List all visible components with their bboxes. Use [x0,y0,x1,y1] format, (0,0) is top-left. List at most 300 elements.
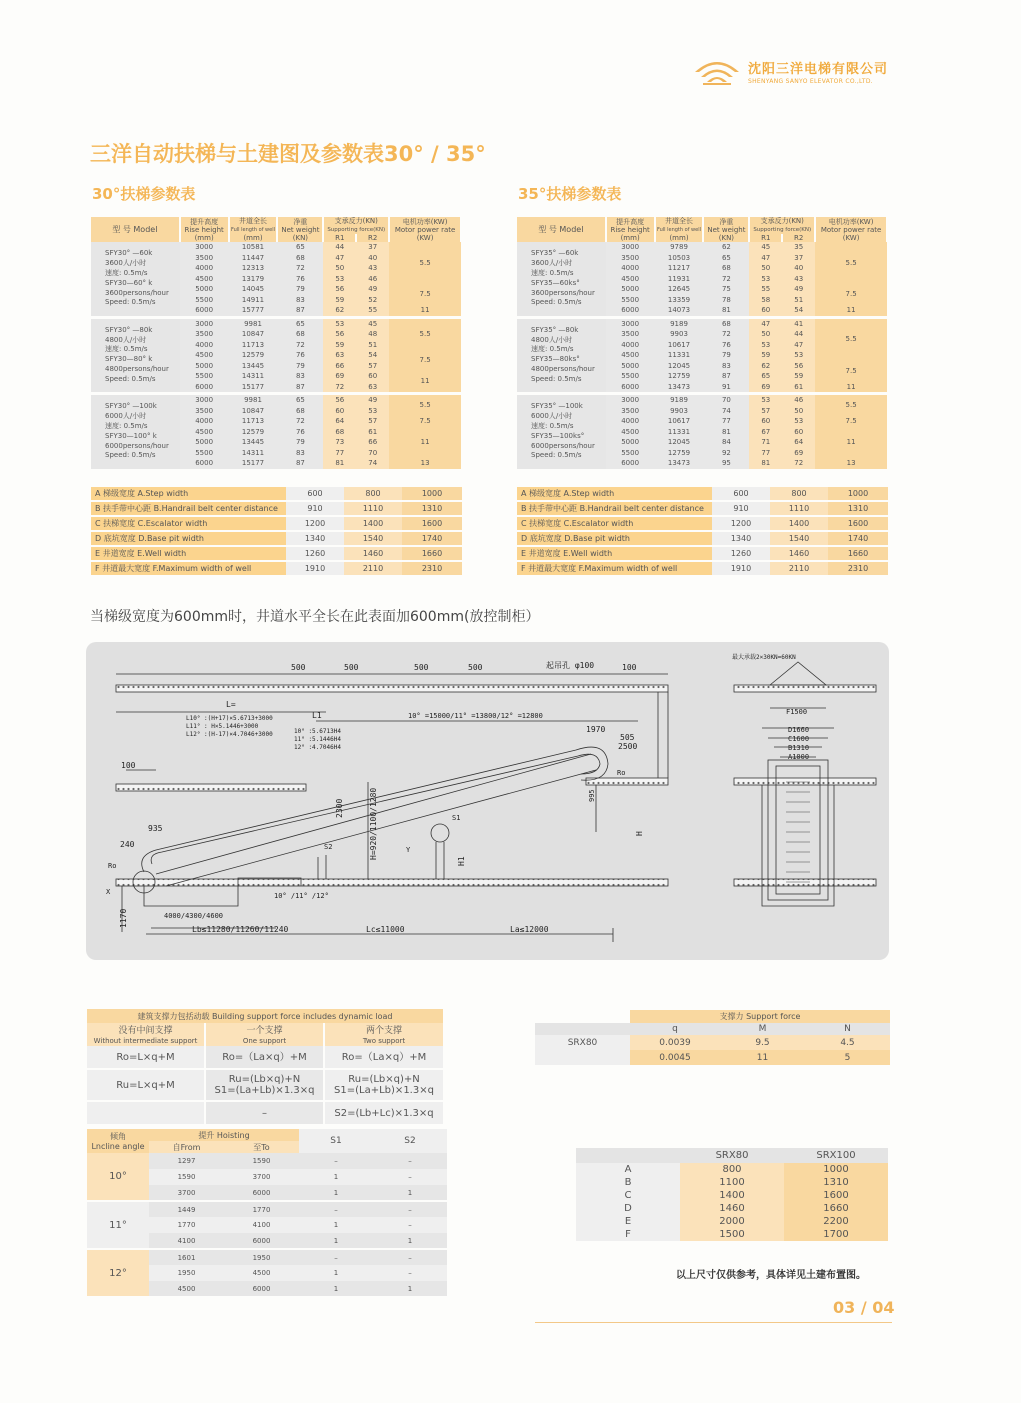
dimension-value: 1110 [770,501,828,516]
table35-cell: 9789 [655,242,704,253]
table35-cell: 50 [749,263,782,274]
hoisting-header: 提升 Hoisting [149,1129,299,1141]
force-cell: 0.0039 [630,1035,720,1050]
incline-header: 倾角 Lncline angle [87,1129,149,1153]
dimension-value: 1000 [402,487,462,501]
table35-model-line: Speed: 0.5m/s [531,374,582,383]
L-formula-3: L12° :(H-17)×4.7046+3000 [186,731,273,738]
table35-cell: 10617 [655,340,704,351]
table30-motor-cell: 13 [389,458,461,469]
table30-cell: 79 [277,284,323,295]
force-cell: 0.0045 [630,1050,720,1065]
note-600mm: 当梯级宽度为600mm时，井道水平全长在此表面加600mm(放控制柜） [90,609,540,625]
table35-cell: 79 [703,350,749,361]
table30-cell: 45 [356,319,389,330]
table30-cell: 6000 [180,305,229,316]
dimension-value: 1310 [402,501,462,516]
dim-500d: 500 [468,663,483,672]
incline-row [87,1249,447,1265]
table30-motor-cell: 5.5 [389,319,461,351]
table30-cell: 61 [356,427,389,438]
table30-cell: 3500 [180,329,229,340]
col-two-support: 两个支撑 Two support [324,1023,443,1046]
incline-table [87,1129,447,1298]
table35-cell: 45 [749,242,782,253]
srx80-header: SRX80 [680,1148,784,1163]
srx-row [576,1189,888,1202]
table35-cell: 13359 [655,295,704,306]
table35-motor-cell: 11 [815,427,887,459]
L1-formula-3: 12° :4.7046H4 [294,744,341,751]
table35-cell: 62 [703,242,749,253]
dimension-row [91,546,462,561]
dim-100b: 100 [121,761,136,770]
srx-row [576,1215,888,1228]
incline-cell: 1449 [149,1201,224,1217]
table30-cell: 5500 [180,448,229,459]
dimension-value: 1540 [344,531,402,546]
table30-cell: 59 [323,340,356,351]
support-line: – [262,1107,267,1119]
y-label: Y [406,846,411,854]
dimension-row [91,487,462,501]
table30-cell: 5000 [180,437,229,448]
support-cell [324,1046,443,1069]
force-cell: SRX80 [535,1035,630,1050]
dim-F1500: F1500 [786,708,808,716]
dimension-value: 1340 [286,531,344,546]
srx-cell: E [576,1215,680,1228]
table30-model-line: 速度: 0.5m/s [105,345,148,354]
support-row [87,1101,443,1125]
table30-model-line: SFY30—60° k [105,278,153,287]
ro-bottom-label: Ro [108,862,117,870]
table35-cell: 13473 [655,382,704,393]
table35-cell: 3500 [606,329,655,340]
table35-cell: 78 [703,295,749,306]
dim-La: La≤12000 [510,925,549,934]
dimension-value: 1910 [286,561,344,576]
dimension-value: 1460 [770,546,828,561]
table35-model-line: SFY35° —60k [531,249,579,258]
table30-row [91,395,461,406]
table30-motor-cell: 7.5 [389,416,461,427]
incline-cell: 1 [373,1185,447,1201]
table30-cell: 15177 [229,382,278,393]
dimension-row [517,487,888,501]
table35-model-cell [517,242,606,316]
table35-model-line: 6000人/小时 [531,412,573,421]
dimension-row [517,546,888,561]
table30-cell: 3000 [180,242,229,253]
table30-cell: 72 [277,416,323,427]
dim-4000: 4000/4300/4600 [164,912,224,920]
srx-cell: 2000 [680,1215,784,1228]
table30-row [91,242,461,253]
table35-title: 35°扶梯参数表 [518,185,622,203]
table35-cell: 11931 [655,274,704,285]
table30-cell: 13445 [229,361,278,372]
table30-cell: 76 [277,274,323,285]
table35-model-line: SFY35° —80k [531,325,579,334]
table30-cell: 57 [356,416,389,427]
incline-cell: – [299,1153,373,1169]
table35-cell: 14073 [655,305,704,316]
table35-motor-cell: 7.5 [815,361,887,382]
table35-model-line: SFY35° —100k [531,402,583,411]
table35-cell: 11217 [655,263,704,274]
table30-cell: 68 [277,253,323,264]
table30-cell: 68 [277,329,323,340]
table35-cell: 6000 [606,458,655,469]
table35-model-cell [517,319,606,393]
table30-cell: 14311 [229,448,278,459]
table35-cell: 81 [749,458,782,469]
dimension-row [91,516,462,531]
th35-r2: R2 [782,234,815,242]
table35-model-line: Speed: 0.5m/s [531,451,582,460]
dim-505: 505 [620,733,635,742]
dimension-row [517,561,888,576]
table30-cell: 4500 [180,350,229,361]
table30-cell: 10847 [229,329,278,340]
dimension-value: 1260 [712,546,770,561]
table35-cell: 9903 [655,406,704,417]
support-cell [324,1069,443,1101]
dimension-table-30 [91,487,462,577]
dimension-value: 1310 [828,501,888,516]
dimension-label: B 扶手带中心距 B.Handrail belt center distance [91,501,286,516]
ro-top-label: Ro [617,769,626,777]
srx-cell: 1500 [680,1228,784,1241]
table35-cell: 53 [749,340,782,351]
escalator-drawing [86,642,889,960]
dimension-value: 2310 [828,561,888,576]
col-no-support: 没有中间支撑 Without intermediate support [87,1023,205,1046]
table30-cell: 9981 [229,395,278,406]
table35-cell: 12759 [655,448,704,459]
table35-cell: 47 [749,253,782,264]
table35-cell: 35 [782,242,815,253]
table35-motor-cell: 7.5 [815,284,887,305]
L-formula-2: L11° : H×5.1446+3000 [186,723,259,730]
incline-cell: 1950 [149,1265,224,1281]
table30-cell: 70 [356,448,389,459]
table30-model-line: 6000人/小时 [105,412,147,421]
support-cell [205,1046,324,1069]
dimension-value: 1340 [712,531,770,546]
incline-cell: 4500 [224,1265,299,1281]
table35-model-line: 速度: 0.5m/s [531,421,574,430]
dimension-value: 1660 [402,546,462,561]
table30-cell: 52 [356,295,389,306]
table35-row [517,242,887,253]
srx-cell: D [576,1202,680,1215]
support-line: S1=(La+Lb)×1.3×q [214,1085,315,1096]
incline-cell: 1 [299,1233,373,1249]
table30-model-line: 6000persons/hour [105,441,169,450]
table35-model-line: 6000persons/hour [531,441,595,450]
force-header-q: q [630,1023,720,1035]
incline-cell: 3700 [224,1169,299,1185]
table35-motor-cell: 11 [815,305,887,316]
incline-cell: 4100 [224,1217,299,1233]
support-line: S2=(Lb+Lc)×1.3×q [334,1107,434,1119]
table35-cell: 59 [749,350,782,361]
table35-cell: 56 [782,361,815,372]
table35-cell: 13473 [655,458,704,469]
dimension-value: 1200 [286,516,344,531]
table30-cell: 5500 [180,371,229,382]
dimension-label: E 井道宽度 E.Well width [91,546,286,561]
dim-A1000: A1000 [788,753,810,761]
table30-cell: 48 [356,329,389,340]
table35-cell: 44 [782,329,815,340]
force-cell [535,1050,630,1065]
srx-cell: 1460 [680,1202,784,1215]
table30-motor-cell: 5.5 [389,242,461,284]
dim-935: 935 [148,824,163,833]
table30-cell: 53 [356,406,389,417]
table35-model-line: 4800人/小时 [531,335,573,344]
th35-support: 支承反力(KN) Supporting force(KN) [749,217,815,234]
dimension-value: 1740 [402,531,462,546]
force-header-n: N [805,1023,890,1035]
dimension-value: 1600 [828,516,888,531]
support-line: Ru=L×q+M [116,1079,175,1091]
incline-cell: 1 [299,1185,373,1201]
th-r1: R1 [323,234,356,242]
table30-model-cell [91,242,180,316]
table35-cell: 5000 [606,284,655,295]
table30-cell: 9981 [229,319,278,330]
table35-cell: 72 [782,458,815,469]
support-cell [87,1101,205,1125]
company-name-en: SHENYANG SANYO ELEVATOR CO.,LTD. [748,78,873,85]
table35-model-line: SFY35—60ks° [531,278,580,287]
table30-cell: 55 [356,305,389,316]
table30-cell: 15777 [229,305,278,316]
table35-cell: 43 [782,274,815,285]
table30-cell: 59 [323,295,356,306]
table30-model-line: 4800persons/hour [105,365,169,374]
table30-cell: 76 [277,427,323,438]
incline-cell: – [373,1265,447,1281]
table35-model-line: 速度: 0.5m/s [531,268,574,277]
dim-B1310: B1310 [788,744,810,752]
table30-cell: 4000 [180,340,229,351]
s1-header: S1 [299,1129,373,1153]
table35-row [517,319,887,330]
srx-row [576,1163,888,1176]
support-row [87,1069,443,1101]
incline-row [87,1153,447,1169]
incline-cell: 1 [373,1233,447,1249]
dimension-label: F 井道最大宽度 F.Maximum width of well [517,561,712,576]
dimension-row [517,501,888,516]
incline-cell: 1 [299,1217,373,1233]
table30-cell: 72 [277,263,323,274]
dimension-value: 1000 [828,487,888,501]
incline-cell: – [299,1201,373,1217]
table35-cell: 41 [782,319,815,330]
incline-row [87,1201,447,1217]
table35-cell: 4500 [606,427,655,438]
table30-cell: 83 [277,371,323,382]
table35-cell: 6000 [606,305,655,316]
table35-cell: 46 [782,395,815,406]
footnote: 以上尺寸仅供参考，具体详见土建布置图。 [676,1270,866,1281]
table35-cell: 5500 [606,448,655,459]
dimension-label: B 扶手带中心距 B.Handrail belt center distance [517,501,712,516]
dim-2300: 2300 [335,798,344,818]
srx-cell: 800 [680,1163,784,1176]
table30-cell: 60 [356,371,389,382]
srx-cell: C [576,1189,680,1202]
srx-cell: 1700 [784,1228,888,1241]
dimension-value: 1460 [344,546,402,561]
table35-cell: 58 [749,295,782,306]
table35-cell: 72 [703,329,749,340]
dim-500b: 500 [344,663,359,672]
table30-model-line: 3600persons/hour [105,288,169,297]
table30-cell: 57 [356,361,389,372]
table35-motor-cell: 5.5 [815,319,887,361]
table35-cell: 37 [782,253,815,264]
srx-cell: 1000 [784,1163,888,1176]
table35-cell: 3500 [606,253,655,264]
table30-cell: 65 [277,395,323,406]
table35-cell: 68 [703,263,749,274]
table35-cell: 84 [703,437,749,448]
support-force-table [535,1010,890,1065]
dimension-label: A 梯级宽度 A.Step width [91,487,286,501]
th35-length: 井道全长 Full length of well (mm) [655,217,704,242]
table30-cell: 51 [356,340,389,351]
table35-cell: 40 [782,263,815,274]
table30-cell: 72 [323,382,356,393]
support-row [87,1046,443,1069]
table35-cell: 57 [749,406,782,417]
incline-cell: 1590 [224,1153,299,1169]
incline-cell: 1297 [149,1153,224,1169]
table30-cell: 5500 [180,295,229,306]
th35-r1: R1 [749,234,782,242]
table35-cell: 4500 [606,350,655,361]
s1-label: S1 [452,814,461,822]
support-force-title: 支撑力 Support force [630,1010,890,1023]
dim-Lc: Lc≤11000 [366,925,405,934]
table30-cell: 11713 [229,340,278,351]
dim-500c: 500 [414,663,429,672]
dimension-label: A 梯级宽度 A.Step width [517,487,712,501]
table30-cell: 56 [323,395,356,406]
table30-cell: 79 [277,437,323,448]
table35-model-line: Speed: 0.5m/s [531,298,582,307]
table30-cell: 15177 [229,458,278,469]
table30-motor-cell: 7.5 [389,284,461,305]
table30-cell: 13179 [229,274,278,285]
table35-motor-cell: 5.5 [815,395,887,416]
table35-model-line: 速度: 0.5m/s [531,345,574,354]
table30-cell: 40 [356,253,389,264]
table35-cell: 91 [703,382,749,393]
table30-cell: 11713 [229,416,278,427]
table30-cell: 10581 [229,242,278,253]
escalator-drawing-svg [86,642,889,960]
table35-cell: 47 [749,319,782,330]
support-cell [205,1069,324,1101]
th35-motor: 电机功率(KW) Motor power rate (KW) [815,217,887,242]
table35-cell: 69 [782,448,815,459]
table30-model-line: 速度: 0.5m/s [105,421,148,430]
dimension-value: 2110 [770,561,828,576]
table35-cell: 49 [782,284,815,295]
incline-cell: – [373,1153,447,1169]
table30-motor-cell: 11 [389,427,461,459]
table35-cell: 50 [782,406,815,417]
support-cell [87,1069,205,1101]
table30-model-line: Speed: 0.5m/s [105,374,156,383]
table30-cell: 87 [277,305,323,316]
table35-cell: 11331 [655,427,704,438]
support-cell [87,1046,205,1069]
srx-row [576,1176,888,1189]
table30-cell: 54 [356,350,389,361]
table30-cell: 3000 [180,319,229,330]
incline-cell: – [373,1249,447,1265]
table35-cell: 4000 [606,263,655,274]
srx-row [576,1228,888,1241]
table35-cell: 67 [749,427,782,438]
dimension-label: D 底坑宽度 D.Base pit width [91,531,286,546]
srx-cell: 1660 [784,1202,888,1215]
incline-cell: 3700 [149,1185,224,1201]
table30-cell: 83 [277,295,323,306]
table35-cell: 65 [749,371,782,382]
table30-cell: 5000 [180,284,229,295]
dimension-value: 1660 [828,546,888,561]
col-one-support: 一个支撑 One support [205,1023,324,1046]
table35-cell: 6000 [606,382,655,393]
incline-cell: 6000 [224,1185,299,1201]
table30-cell: 87 [277,382,323,393]
th35-rise: 提升高度 Rise height (mm) [606,217,655,242]
L-formula-1: L10° :(H+17)×5.6713+3000 [186,715,273,722]
page-divider [535,1322,892,1323]
table30-cell: 68 [277,406,323,417]
dim-D1660: D1660 [788,726,810,734]
dim-240: 240 [120,840,135,849]
incline-cell: 1 [299,1265,373,1281]
force-cell: 4.5 [805,1035,890,1050]
table35-cell: 77 [703,416,749,427]
srx100-header: SRX100 [784,1148,888,1163]
table30-cell: 50 [323,263,356,274]
table30-params [91,217,462,469]
dimension-value: 1400 [770,516,828,531]
table30-cell: 53 [323,319,356,330]
dimension-value: 910 [286,501,344,516]
table30-model-line: SFY30° —60k [105,249,153,258]
dim-1970: 1970 [586,725,606,734]
dimension-value: 1910 [712,561,770,576]
table35-motor-cell: 13 [815,458,887,469]
incline-angle: 12° [87,1249,149,1297]
table35-cell: 5500 [606,295,655,306]
table35-cell: 53 [749,274,782,285]
table30-cell: 5000 [180,361,229,372]
